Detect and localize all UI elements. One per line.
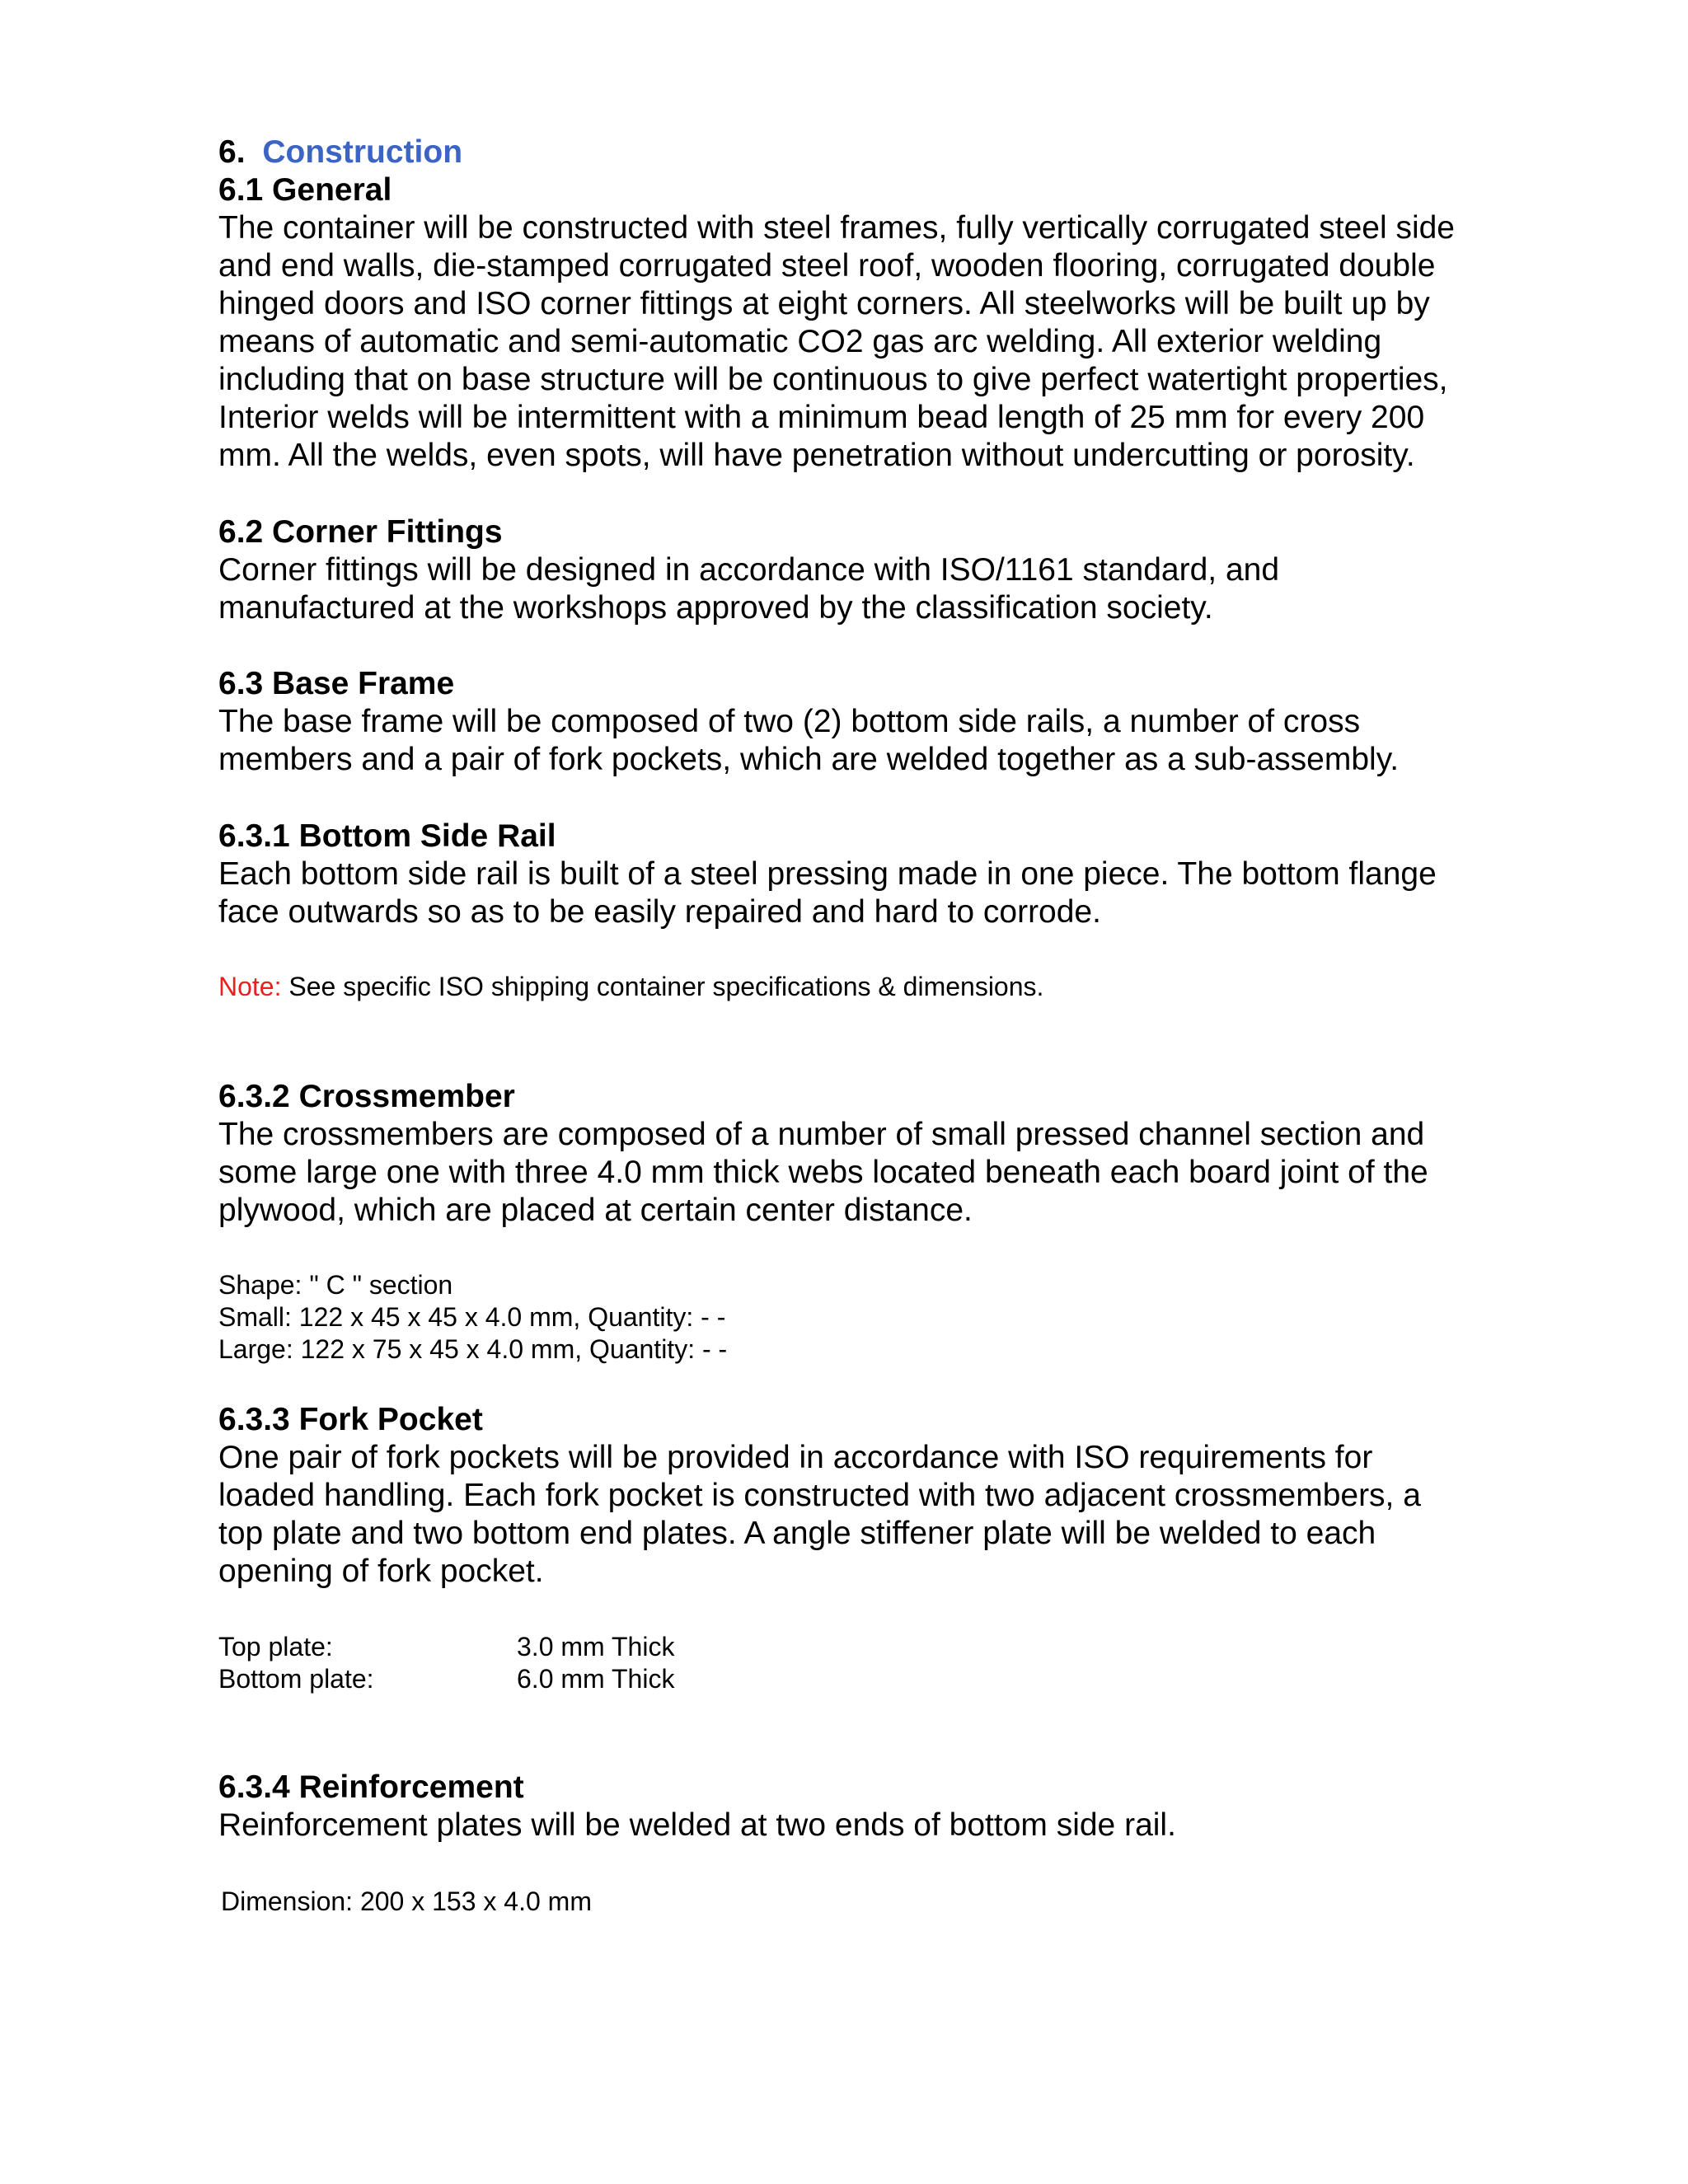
heading-fork-pocket: 6.3.3 Fork Pocket [218, 1402, 483, 1437]
paragraph-line: manufactured at the workshops approved by the classification society. [218, 590, 1213, 626]
paragraph-line: Interior welds will be intermittent with a minimum bead length of 25 mm for every 200 [218, 400, 1425, 435]
fork-pocket-specs [218, 1631, 795, 1697]
crossmember-specs [218, 1269, 727, 1366]
paragraph-line: hinged doors and ISO corner fittings at eight corners. All steelworks will be built up by [218, 286, 1430, 321]
paragraph-line: top plate and two bottom end plates. A angle stiffener plate will be welded to each [218, 1516, 1376, 1551]
paragraph-reinforcement [218, 1807, 1504, 1844]
spec-label: Top plate: [218, 1632, 333, 1661]
paragraph-line: face outwards so as to be easily repaired and hard to corrode. [218, 894, 1101, 930]
paragraph-line: The crossmembers are composed of a number of small pressed channel section and [218, 1117, 1425, 1152]
paragraph-line: opening of fork pocket. [218, 1554, 544, 1589]
heading-corner-fittings: 6.2 Corner Fittings [218, 514, 503, 550]
spec-line: Small: 122 x 45 x 45 x 4.0 mm, Quantity: - - [218, 1302, 726, 1332]
paragraph-line: loaded handling. Each fork pocket is constructed with two adjacent crossmembers, a [218, 1478, 1421, 1513]
note-label: Note: [218, 972, 282, 1001]
reinforcement-dimension: Dimension: 200 x 153 x 4.0 mm [221, 1886, 592, 1916]
paragraph-line: The base frame will be composed of two (2) bottom side rails, a number of cross [218, 704, 1361, 739]
paragraph-line: The container will be constructed with steel frames, fully vertically corrugated steel side [218, 210, 1455, 246]
paragraph-line: plywood, which are placed at certain center distance. [218, 1193, 973, 1228]
spec-label: Bottom plate: [218, 1664, 374, 1694]
paragraph-line: and end walls, die-stamped corrugated steel roof, wooden flooring, corrugated double [218, 248, 1436, 284]
heading-base-frame: 6.3 Base Frame [218, 666, 455, 701]
spec-line: Shape: " C " section [218, 1270, 453, 1300]
paragraph-base-frame [218, 703, 1504, 779]
paragraph-line: means of automatic and semi-automatic CO2 gas arc welding. All exterior welding [218, 324, 1382, 359]
paragraph-bottom-side-rail [218, 855, 1504, 931]
note-text: See specific ISO shipping container specifications & dimensions. [281, 972, 1044, 1001]
paragraph-line: some large one with three 4.0 mm thick webs located beneath each board joint of the [218, 1155, 1428, 1190]
paragraph-line: members and a pair of fork pockets, which are welded together as a sub-assembly. [218, 742, 1400, 777]
spec-line: Large: 122 x 75 x 45 x 4.0 mm, Quantity: - - [218, 1334, 728, 1364]
spec-row [218, 1631, 795, 1663]
section-title [218, 134, 462, 171]
paragraph-line: Reinforcement plates will be welded at two ends of bottom side rail. [218, 1807, 1176, 1843]
heading-crossmember: 6.3.2 Crossmember [218, 1079, 515, 1114]
paragraph-line: mm. All the welds, even spots, will have penetration without undercutting or porosity. [218, 438, 1415, 473]
paragraph-line: Corner fittings will be designed in accordance with ISO/1161 standard, and [218, 552, 1280, 588]
paragraph-line: One pair of fork pockets will be provided in accordance with ISO requirements for [218, 1440, 1373, 1475]
heading-bottom-side-rail: 6.3.1 Bottom Side Rail [218, 818, 556, 854]
paragraph-corner-fittings [218, 551, 1504, 627]
spec-row [218, 1663, 795, 1695]
section-title-text: Construction [262, 134, 463, 170]
paragraph-general [218, 209, 1504, 475]
section-number: 6. [218, 134, 246, 170]
paragraph-line: Each bottom side rail is built of a steel pressing made in one piece. The bottom flange [218, 856, 1437, 892]
paragraph-line: including that on base structure will be continuous to give perfect watertight properties, [218, 362, 1448, 397]
spec-value: 3.0 mm Thick [517, 1632, 675, 1661]
paragraph-fork-pocket [218, 1439, 1504, 1591]
spec-value: 6.0 mm Thick [517, 1664, 675, 1694]
note [218, 971, 1043, 1003]
paragraph-crossmember [218, 1116, 1504, 1230]
heading-reinforcement: 6.3.4 Reinforcement [218, 1769, 524, 1805]
heading-general: 6.1 General [218, 172, 392, 208]
